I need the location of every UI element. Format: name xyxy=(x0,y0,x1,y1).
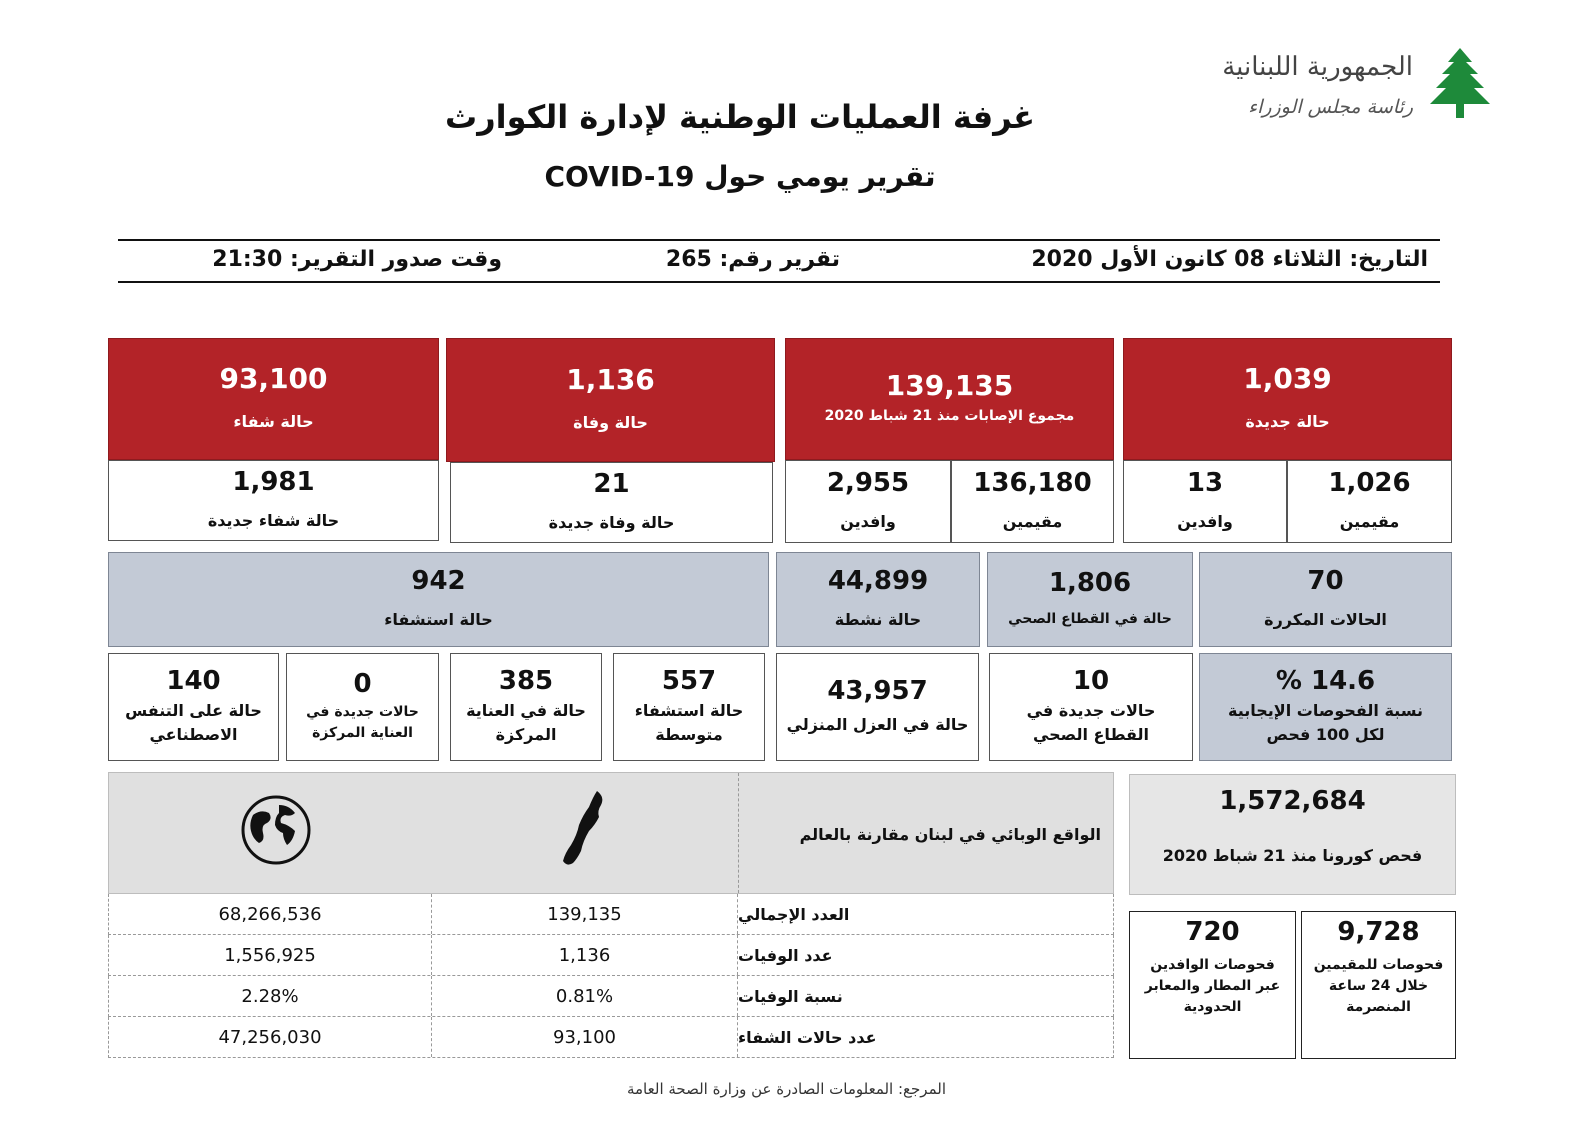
table-row xyxy=(108,976,1114,1017)
new-icu-label: حالات جديدة في العناية المركزة xyxy=(306,704,419,742)
deaths-card xyxy=(446,338,775,462)
world-recovered: 47,256,030 xyxy=(109,1017,432,1057)
row-label-total: العدد الإجمالي xyxy=(738,904,850,924)
resident-tests-value: 9,728 xyxy=(1337,917,1420,947)
home-isolation-value: 43,957 xyxy=(827,675,928,706)
moderate-hospital-card xyxy=(613,653,765,761)
table-row xyxy=(108,1017,1114,1058)
lebanon-total: 139,135 xyxy=(432,894,738,934)
report-subtitle: تقرير يومي حول COVID-19 xyxy=(544,160,936,193)
source-footer: المرجع: المعلومات الصادرة عن وزارة الصحة العامة xyxy=(626,1080,946,1098)
new-cases-label: حالة جديدة xyxy=(1245,412,1330,432)
ventilator-value: 140 xyxy=(166,665,221,696)
world-total: 68,266,536 xyxy=(109,894,432,934)
icu-value: 385 xyxy=(498,665,554,696)
total-residents-label: مقيمين xyxy=(1002,511,1063,531)
lebanon-map-icon xyxy=(553,789,619,869)
row-label-death-rate: نسبة الوفيات xyxy=(738,986,843,1006)
active-cases-card xyxy=(776,552,980,647)
positivity-rate-card xyxy=(1199,653,1452,761)
active-cases-value: 44,899 xyxy=(827,566,929,597)
new-icu-card xyxy=(286,653,439,761)
arrival-tests-value: 720 xyxy=(1185,917,1240,947)
logo-presidency-text: رئاسة مجلس الوزراء xyxy=(1248,96,1413,118)
new-arrivals-label: وافدين xyxy=(1177,511,1233,531)
total-residents-card xyxy=(951,460,1114,543)
total-cases-value: 139,135 xyxy=(885,369,1014,403)
total-arrivals-value: 2,955 xyxy=(826,468,910,499)
positivity-rate-label: نسبة الفحوصات الإيجابية لكل 100 فحص xyxy=(1228,701,1423,745)
new-cases-card xyxy=(1123,338,1452,460)
table-row xyxy=(108,894,1114,935)
icu-label: حالة في العناية المركزة xyxy=(466,701,586,745)
total-arrivals-card xyxy=(785,460,951,543)
report-title: غرفة العمليات الوطنية لإدارة الكوارث xyxy=(445,98,1035,136)
deaths-value: 1,136 xyxy=(566,362,655,396)
repeated-cases-value: 70 xyxy=(1307,566,1344,597)
repeated-cases-card xyxy=(1199,552,1452,647)
new-icu-value: 0 xyxy=(353,668,372,699)
health-sector-value: 1,806 xyxy=(1048,567,1132,598)
icu-card xyxy=(450,653,602,761)
total-arrivals-label: وافدين xyxy=(840,511,896,531)
report-number: تقرير رقم: 265 xyxy=(665,247,840,272)
new-residents-value: 1,026 xyxy=(1328,468,1411,499)
recovered-value: 93,100 xyxy=(219,361,328,395)
recovered-card xyxy=(108,338,439,460)
new-deaths-card xyxy=(450,462,773,543)
ventilator-label: حالة على التنفس الاصطناعي xyxy=(125,701,262,745)
row-label-deaths: عدد الوفيات xyxy=(738,945,833,965)
new-deaths-label: حالة وفاة جديدة xyxy=(548,512,675,532)
comparison-title: الواقع الوبائي في لبنان مقارنة بالعالم xyxy=(799,825,1101,844)
arrival-tests-label: فحوصات الوافدين عبر المطار والمعابر الحدودية xyxy=(1144,956,1281,1015)
logo-republic-text: الجمهورية اللبنانية xyxy=(1222,52,1413,82)
report-info-bar xyxy=(118,239,1440,283)
globe-icon xyxy=(239,793,313,867)
hospitalized-value: 942 xyxy=(411,566,466,597)
arrival-tests-card xyxy=(1129,911,1296,1059)
total-tests-value: 1,572,684 xyxy=(1219,786,1366,816)
recovered-label: حالة شفاء xyxy=(233,412,314,432)
new-residents-card xyxy=(1287,460,1452,543)
report-date: التاريخ: الثلاثاء 08 كانون الأول 2020 xyxy=(1031,247,1428,272)
new-residents-label: مقيمين xyxy=(1339,511,1400,531)
home-isolation-card xyxy=(776,653,979,761)
home-isolation-label: حالة في العزل المنزلي xyxy=(786,715,969,735)
world-death-rate: 2.28% xyxy=(109,976,432,1016)
new-cases-value: 1,039 xyxy=(1243,361,1332,395)
new-recovered-value: 1,981 xyxy=(232,467,315,498)
report-issue-time: وقت صدور التقرير: 21:30 xyxy=(212,247,502,272)
comparison-header xyxy=(108,772,1114,894)
cedar-logo-icon xyxy=(1420,44,1500,124)
new-recovered-label: حالة شفاء جديدة xyxy=(207,510,340,530)
health-sector-label: حالة في القطاع الصحي xyxy=(1008,611,1172,628)
positivity-rate-value: 14.6 % xyxy=(1275,665,1376,696)
lebanon-deaths: 1,136 xyxy=(432,935,738,975)
repeated-cases-label: الحالات المكررة xyxy=(1264,609,1387,629)
moderate-hospital-value: 557 xyxy=(661,665,717,696)
lebanon-death-rate: 0.81% xyxy=(432,976,738,1016)
resident-tests-label: فحوصات للمقيمين خلال 24 ساعة المنصرمة xyxy=(1313,956,1444,1015)
row-label-recovered: عدد حالات الشفاء xyxy=(738,1027,877,1047)
new-health-sector-label: حالات جديدة في القطاع الصحي xyxy=(1026,701,1156,745)
new-recovered-card xyxy=(108,460,439,541)
deaths-label: حالة وفاة xyxy=(573,413,648,433)
active-cases-label: حالة نشطة xyxy=(834,609,922,629)
moderate-hospital-label: حالة استشفاء متوسطة xyxy=(634,701,744,745)
new-health-sector-value: 10 xyxy=(1072,665,1110,696)
total-tests-label: فحص كورونا منذ 21 شباط 2020 xyxy=(1162,845,1423,865)
total-cases-label: مجموع الإصابات منذ 21 شباط 2020 xyxy=(824,407,1075,424)
new-arrivals-card xyxy=(1123,460,1287,543)
hospitalized-label: حالة استشفاء xyxy=(384,609,493,629)
hospitalized-card xyxy=(108,552,769,647)
total-cases-card xyxy=(785,338,1114,460)
lebanon-recovered: 93,100 xyxy=(432,1017,738,1057)
new-arrivals-value: 13 xyxy=(1186,468,1224,499)
health-sector-card xyxy=(987,552,1193,647)
table-row xyxy=(108,935,1114,976)
world-deaths: 1,556,925 xyxy=(109,935,432,975)
ventilator-card xyxy=(108,653,279,761)
new-deaths-value: 21 xyxy=(593,469,630,500)
total-residents-value: 136,180 xyxy=(973,468,1092,499)
resident-tests-card xyxy=(1301,911,1456,1059)
total-tests-card xyxy=(1129,774,1456,895)
new-health-sector-card xyxy=(989,653,1193,761)
